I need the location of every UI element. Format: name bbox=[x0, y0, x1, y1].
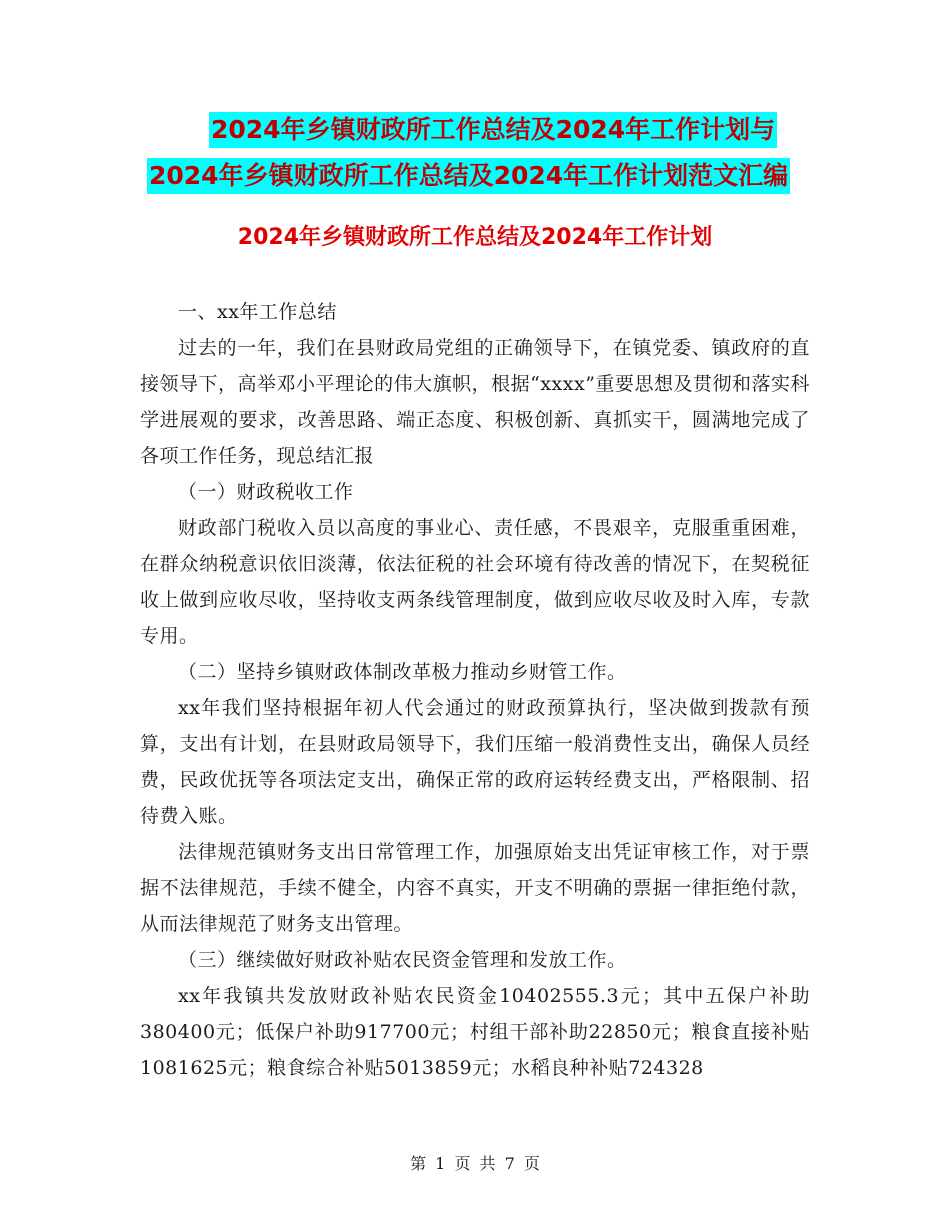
heading-reform: （二）坚持乡镇财政体制改革极力推动乡财管工作。 bbox=[178, 661, 627, 683]
title-line-1: 2024年乡镇财政所工作总结及2024年工作计划与 bbox=[209, 112, 777, 148]
heading-work-summary: 一、xx年工作总结 bbox=[178, 301, 337, 323]
paragraph-intro: 过去的一年，我们在县财政局党组的正确领导下，在镇党委、镇政府的直接领导下，高举邓小平理论的伟大旗帜，根据“xxxx”重要思想及贯彻和落实科学进展观的要求，改善思路、端正态度、积极创新、真抓实干，圆满地完成了各项工作任务，现总结汇报 bbox=[140, 337, 810, 467]
paragraph-fiscal-tax: 财政部门税收入员以高度的事业心、责任感，不畏艰辛，克服重重困难，在群众纳税意识依旧淡薄，依法征税的社会环境有待改善的情况下，在契税征收上做到应收尽收，坚持收支两条线管理制度，做到应收尽收及时入库，专款专用。 bbox=[140, 517, 810, 647]
document-body bbox=[140, 294, 810, 1086]
title-line-2: 2024年乡镇财政所工作总结及2024年工作计划范文汇编 bbox=[147, 158, 790, 194]
section-title: 2024年乡镇财政所工作总结及2024年工作计划 bbox=[237, 225, 713, 250]
page-footer: 第 1 页 共 7 页 bbox=[410, 1154, 540, 1173]
paragraph-expenditure: 法律规范镇财务支出日常管理工作，加强原始支出凭证审核工作，对于票据不法律规范，手续不健全，内容不真实，开支不明确的票据一律拒绝付款，从而法律规范了财务支出管理。 bbox=[140, 841, 810, 935]
paragraph-subsidy: xx年我镇共发放财政补贴农民资金10402555.3元；其中五保户补助380400元；低保户补助917700元；村组干部补助22850元；粮食直接补贴1081625元；粮食综合补贴5013859元；水稻良种补贴724328 bbox=[140, 985, 810, 1079]
paragraph-budget: xx年我们坚持根据年初人代会通过的财政预算执行，坚决做到拨款有预算，支出有计划，在县财政局领导下，我们压缩一般消费性支出，确保人员经费，民政优抚等各项法定支出，确保正常的政府运转经费支出，严格限制、招待费入账。 bbox=[140, 697, 810, 827]
heading-fiscal-tax: （一）财政税收工作 bbox=[178, 481, 354, 503]
heading-subsidy: （三）继续做好财政补贴农民资金管理和发放工作。 bbox=[178, 949, 627, 971]
